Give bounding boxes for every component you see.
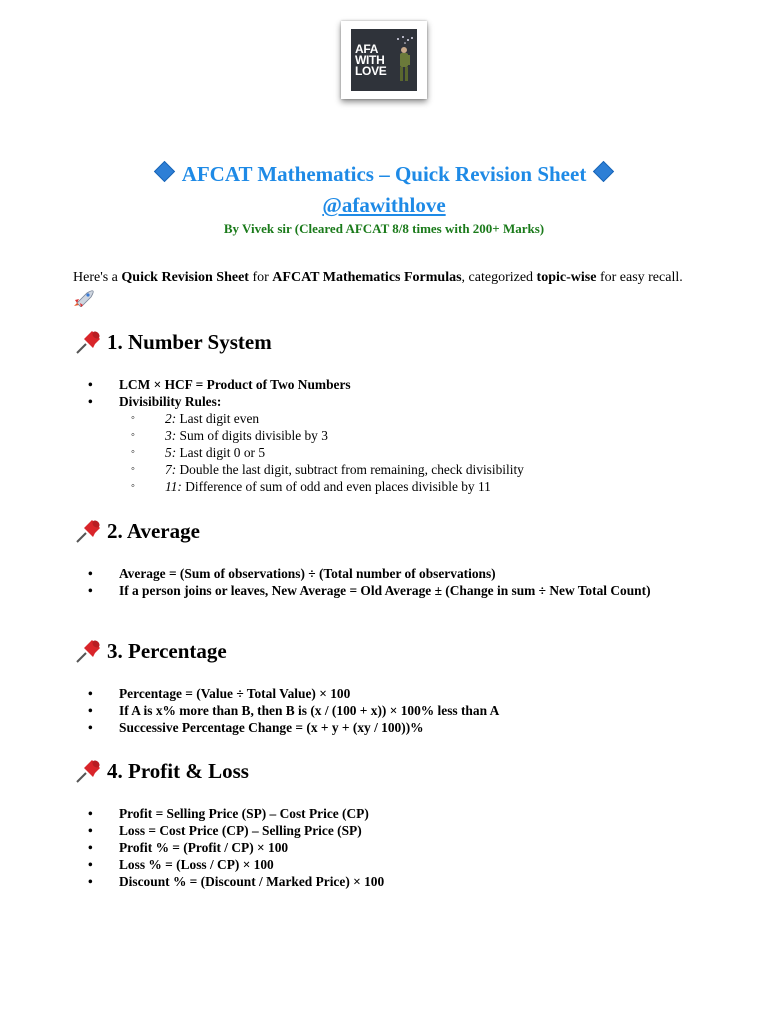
page-title [0, 160, 768, 188]
section-title: 3. Percentage [107, 639, 227, 663]
pushpin-icon [73, 758, 103, 784]
intro-bold: topic-wise [536, 270, 597, 285]
intro-bold: AFCAT Mathematics Formulas [272, 270, 462, 285]
sub-list-item [119, 444, 699, 461]
intro-text: Here's a [73, 270, 122, 285]
handle-link[interactable]: @afawithlove [322, 193, 446, 217]
logo-badge [351, 29, 417, 91]
divisibility-rules-list [119, 410, 699, 495]
rule-text: Last digit even [176, 411, 260, 426]
rule-text: Sum of digits divisible by 3 [176, 428, 328, 443]
sub-list-item [119, 427, 699, 444]
soldier-figure-icon [394, 35, 414, 85]
profit-loss-list [119, 805, 699, 890]
rule-text: Double the last digit, subtract from remaining, check divisibility [176, 462, 524, 477]
section-heading-average [73, 517, 200, 545]
section-title: 2. Average [107, 519, 200, 543]
pushpin-icon [73, 638, 103, 664]
rule-text: Last digit 0 or 5 [176, 445, 266, 460]
pushpin-icon [73, 518, 103, 544]
list-item: • Successive Percentage Change = (x + y + (xy / 100))% [119, 719, 699, 736]
list-item: • Profit % = (Profit / CP) × 100 [119, 839, 699, 856]
percentage-list [119, 685, 699, 736]
logo [341, 21, 427, 99]
title-text: AFCAT Mathematics – Quick Revision Sheet [181, 162, 587, 186]
list-item-text: Divisibility Rules: [119, 394, 222, 409]
rule-label: 2: [165, 411, 177, 426]
section-heading-profit-loss [73, 757, 249, 785]
list-item: • Profit = Selling Price (SP) – Cost Price (CP) [119, 805, 699, 822]
intro-text: for [248, 270, 273, 285]
section-title: 4. Profit & Loss [107, 759, 249, 783]
average-list [119, 565, 699, 599]
logo-text: AFA WITH LOVE [355, 41, 387, 78]
list-item: • LCM × HCF = Product of Two Numbers [119, 376, 699, 393]
rule-label: 11: [165, 479, 182, 494]
sub-list-item [119, 478, 699, 495]
intro-text: for easy recall. [596, 270, 683, 285]
blue-diamond-icon [593, 161, 614, 182]
rule-label: 7: [165, 462, 177, 477]
list-item: • Loss % = (Loss / CP) × 100 [119, 856, 699, 873]
list-item: • Percentage = (Value ÷ Total Value) × 100 [119, 685, 699, 702]
number-system-list [119, 376, 699, 495]
intro-paragraph [73, 267, 693, 315]
rule-label: 5: [165, 445, 177, 460]
blue-diamond-icon [154, 161, 175, 182]
section-heading-percentage [73, 637, 227, 665]
list-item: • Loss = Cost Price (CP) – Selling Price (SP) [119, 822, 699, 839]
rule-label: 3: [165, 428, 177, 443]
rocket-icon [73, 289, 95, 315]
byline: By Vivek sir (Cleared AFCAT 8/8 times with 200+ Marks) [223, 221, 545, 236]
rule-text: Difference of sum of odd and even places divisible by 11 [181, 479, 491, 494]
section-heading-number-system [73, 328, 272, 356]
sub-list-item [119, 461, 699, 478]
list-item [119, 393, 699, 495]
pushpin-icon [73, 329, 103, 355]
list-item: • If a person joins or leaves, New Average = Old Average ± (Change in sum ÷ New Total Count) [119, 582, 699, 599]
list-item: • If A is x% more than B, then B is (x / (100 + x)) × 100% less than A [119, 702, 699, 719]
intro-text: , categorized [461, 270, 537, 285]
list-item: • Discount % = (Discount / Marked Price) × 100 [119, 873, 699, 890]
sub-list-item [119, 410, 699, 427]
intro-bold: Quick Revision Sheet [121, 270, 249, 285]
section-title: 1. Number System [107, 330, 272, 354]
list-item: • Average = (Sum of observations) ÷ (Total number of observations) [119, 565, 699, 582]
